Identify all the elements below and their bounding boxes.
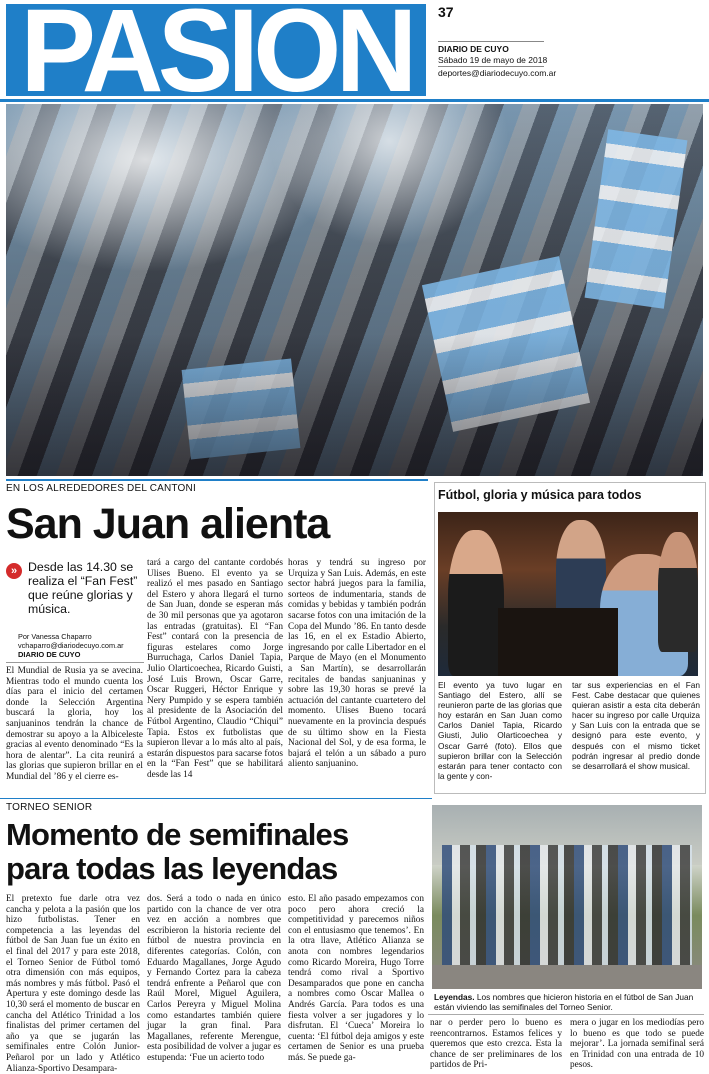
flag-shape-right xyxy=(585,129,688,308)
article2-col1 xyxy=(6,894,140,1074)
byline xyxy=(18,632,143,659)
byline-email: vchaparro@diariodecuyo.com.ar xyxy=(18,641,124,650)
fans-crowd-photo xyxy=(6,104,703,476)
article1-lead: Desde las 14.30 se realiza el “Fan Fest” que reúne glorias y música. xyxy=(28,560,138,616)
article1-headline: San Juan alienta xyxy=(6,500,330,548)
masthead-text: PASION xyxy=(20,4,412,96)
ground-shape xyxy=(432,965,702,989)
byline-paper: DIARIO DE CUYO xyxy=(18,650,81,659)
sidebar-caption-right: tar sus experiencias en el Fan Fest. Cabe destacar que quienes quieran asistir a esta cita deberán hacer su ingreso por calle Urquiza y San Luis con la entrada que se designó para este evento, y después con el mismo ticket podrán ingresar al predio donde se desarrollará el show musical. xyxy=(572,680,700,771)
article2-col5-text: mera o jugar en los mediodías pero lo bueno es que todo se puede mejorar’. La jornada semifinal será en Trinidad con una entrada de 10 pesos. xyxy=(570,1018,704,1071)
section-email: deportes@diariodecuyo.com.ar xyxy=(438,68,557,78)
article2-col5 xyxy=(570,1018,704,1071)
photo3-caption-bold: Leyendas. xyxy=(434,992,475,1002)
article1-col2-text: tará a cargo del cantante cordobés Ulises Bueno. El evento ya se realizó el mes pasado en Santiago del Estero y ahora llegará el turno de San Juan, donde se esperan más de 30 mil personas que ya agotaron las entradas (gratuitas). El “Fan Fest” contará con la presencia de figuras estelares como Jorge Burruchaga, Carlos Daniel Tapia, Julio Olarticoechea, Ricardo Guisti, José Luis Brown, Oscar Garre, Oscar Ruggeri, Héctor Enrique y Nery Pumpido y se espera también al presidente de la Asociación del Fútbol Argentino, Claudio “Chiqui” Tapia. Estos ex futbolistas que supieron llevar a lo más alto al país, estarán dispuestos para sacarse fotos en la “Fan Fest” que se habilitará desde las 14 xyxy=(147,558,283,780)
issue-date: Sábado 19 de mayo de 2018 xyxy=(438,55,548,65)
article1-col1 xyxy=(6,666,143,783)
article1-col3 xyxy=(288,558,426,770)
article2-headline xyxy=(6,818,431,886)
article2-col2-text: dos. Será a todo o nada en único partido con la chance de ver otra vez en acción a nombres que escribieron la historia reciente del fútbol de nuestra provincia en diferentes categorías. Colón, con Eduardo Magallanes, Jorge Agudo y Fernando Cortez para la cabeza tendrá enfrente a Peñarol que con Raúl Morel, Miguel Aguilera, Carlos Pereyra y Miguel Molina como estandartes también quiere jugar la gran final. Para Magallanes, referente Merengue, esta posibilidad de volver a jugar es estupenda: ‘Fue un acierto todo xyxy=(147,894,281,1063)
crowd-shade xyxy=(6,334,703,476)
article2-col3 xyxy=(288,894,424,1064)
person-shape xyxy=(448,530,504,676)
page-number: 37 xyxy=(438,4,454,20)
article2-col4-text: nar o perder pero lo bueno es reencontrarnos. Estamos felices y queremos que esto crezca. Esta la chance de ser preliminares de los partidos de Pri- xyxy=(430,1018,562,1071)
article2-col3-text: esto. El año pasado empezamos con poco pero ahora creció la competitividad y parecemos niños con el entusiasmo que tenemos’. En la otra llave, Atlético Alianza se anota con nombres legendarios como Ricardo Moreira, Hugo Torre tendrá como rival a Sportivo Desamparados que pone en cancha a nombres como Oscar Mallea o Andrés García. Para todos es una fiesta volver a ser jugadores y lo disfrutan. El ‘Cueca’ Moreira lo cuenta: ‘El fútbol deja amigos y este certamen de Senior es una prueba más. Se puede ga- xyxy=(288,894,424,1063)
article2-col1-text: El pretexto fue darle otra vez cancha y pelota a la pasión que los hizo futbolistas. Tener en competencia a las leyendas del fútbol de San Juan fue un éxito en el final del 2017 y para este 2018, el Torneo Senior de Fútbol tomó otra dimensión con más equipos, más nombres y más fútbol. Pasó el Apertura y este domingo desde las 10,30 será el momento de buscar en cancha del Atlético Trinidad a los finalistas del primer certamen del año ya que se jugarán las semifinales entre Colón Junior-Peñarol por un lado y Atlético Alianza-Sportivo Desampara- xyxy=(6,894,140,1074)
table-shape xyxy=(498,608,618,676)
section2-rule xyxy=(0,798,432,799)
header-rule-2 xyxy=(438,66,544,67)
photo3-caption xyxy=(434,993,704,1013)
article1-kicker: EN LOS ALREDEDORES DEL CANTONI xyxy=(6,483,196,494)
header-rule xyxy=(438,41,544,42)
article2-kicker: TORNEO SENIOR xyxy=(6,802,93,813)
bullet-arrow-icon: » xyxy=(6,563,22,579)
article1-col3-text: horas y tendrá su ingreso por Urquiza y San Luis. Además, en este sector habrá juegos para la familia, sorteos de indumentaria, stands de comidas y bebidas y también podrán sacarse fotos con una imitación de la Copa del Mundo ’86. En tanto desde las 16, en el ex Estadio Abierto, ingresando por calle Libertador en el Parque de Mayo (en el Monumento a San Martín), se desarrollarán recitales de bandas sanjuaninas y sobre las 19,30 horas se prevé la actuación del cantante cuartetero del momento. Ulises Bueno tocará nuevamente en la provincia después de su último show en la Fiesta Nacional del Sol, y de esa forma, le bajará el telón a un sábado a puro aliento sanjuanino. xyxy=(288,558,426,770)
caption-rule xyxy=(428,1014,704,1015)
article2-col4 xyxy=(430,1018,562,1071)
person-shape xyxy=(658,532,698,652)
article2-headline-line2: para todas las leyendas xyxy=(6,851,338,886)
section-rule xyxy=(6,479,428,481)
sidebar-caption-left: El evento ya tuvo lugar en Santiago del Estero, allí se reunieron parte de las glorias que hoy estarán en San Juan como Carlos Daniel Tapia, Ricardo Giusti, Julio Olarticoechea y Oscar Garré (foto). Ellos que supieron brillar con la Selección estarán para tener contacto con la gente y con- xyxy=(438,680,562,781)
byline-rule xyxy=(6,662,144,663)
article2-col2 xyxy=(147,894,281,1064)
article1-col1-text: El Mundial de Rusia ya se avecina. Mientras todo el mundo cuenta los días para el inicio del certamen donde la Selección Argentina buscará la gloria, hoy los sanjuaninos tendrán la chance de demostrar su apoyo a la Albiceleste gracias al evento denominado “Es la hora de alentar”. La cita reunirá a las glorias que supieron brillar en el Mundial del ’86 y el cierre es- xyxy=(6,666,143,782)
sidebar-title: Fútbol, gloria y música para todos xyxy=(438,488,642,502)
senior-team-photo xyxy=(432,805,702,989)
paper-name: DIARIO DE CUYO xyxy=(438,44,509,54)
masthead-logo xyxy=(6,4,426,96)
byline-author: Por Vanessa Chaparro xyxy=(18,632,92,641)
article2-headline-line1: Momento de semifinales xyxy=(6,817,349,852)
article1-col2 xyxy=(147,558,283,780)
players-row-shape xyxy=(442,845,692,965)
glorias-table-photo xyxy=(438,512,698,676)
top-divider xyxy=(0,99,709,102)
photo3-caption-text: Los nombres que hicieron historia en el fútbol de San Juan están viviendo las semifinales del Torneo Senior. xyxy=(434,992,694,1012)
